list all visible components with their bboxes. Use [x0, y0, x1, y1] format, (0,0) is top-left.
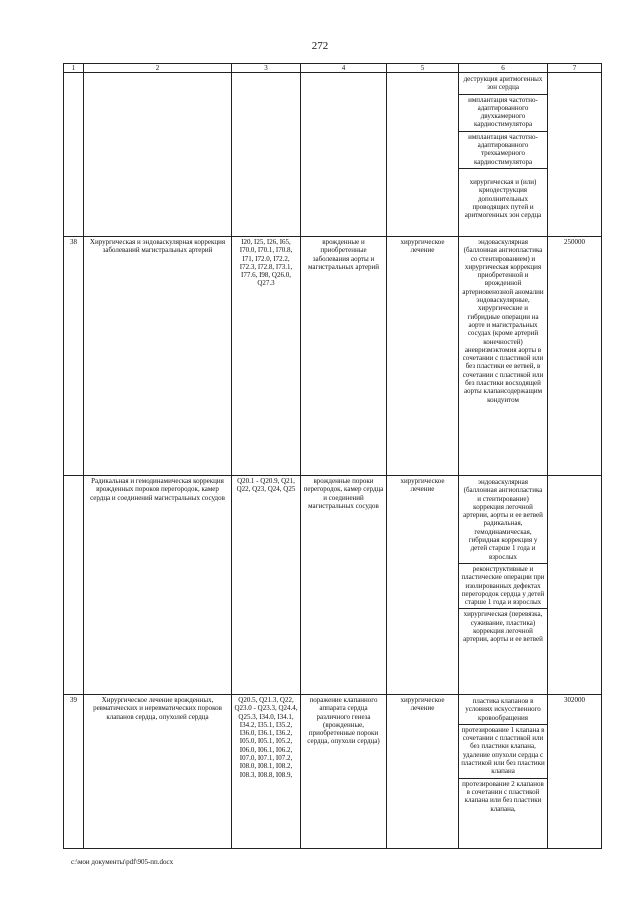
header-row [64, 64, 602, 73]
method-item: имплантация частотно-адаптированного трехкамерного кардиостимулятора [459, 132, 547, 169]
table-row [64, 476, 602, 695]
table-row [64, 237, 602, 476]
header-cell: 7 [548, 64, 602, 73]
cost-value: 302000 [548, 695, 602, 849]
method-item: эндоваскулярная (баллонная ангиопластика и стентирование) коррекция легочной артерии, аорты и ее ветвей радикальная, гемодинамическая, гибридная коррекция у детей старше 1 года и взрослых [459, 477, 547, 564]
table-row [64, 695, 602, 849]
row-number: 39 [64, 695, 84, 849]
method-item: реконструктивные и пластические операции при изолированных дефектах перегородок сердца у детей старше 1 года и взрослых [459, 564, 547, 609]
header-cell: 2 [84, 64, 232, 73]
header-cell: 6 [459, 64, 548, 73]
icd-codes: Q20.5, Q21.3, Q22, Q23.0 - Q23.3, Q24.4, Q25.3, I34.0, I34.1, I34.2, I35.1, I35.2, I36.0, I36.1, I36.2, I05.0, I05.1, I05.2, I06.0, I06.1, I06.2, I07.0, I07.1, I07.2, I08.0, I08.1, I08.2, I08.3, I08.8, I08.9, [232, 695, 301, 849]
treatment-type: хирургическое лечение [387, 237, 459, 476]
patient-model: врожденные пороки перегородок, камер сердца и соединений магистральных сосудов [301, 476, 387, 695]
icd-codes: Q20.1 - Q20.9, Q21, Q22, Q23, Q24, Q25 [232, 476, 301, 695]
cost-value: 250000 [548, 237, 602, 476]
header-cell: 1 [64, 64, 84, 73]
treatment-type: хирургическое лечение [387, 695, 459, 849]
method-cell [459, 476, 548, 695]
treatment-method: эндоваскулярная (баллонная ангиопластика со стентированием) и хирургическая коррекция приобретенной и врожденной артериовенозной аномалии эндоваскулярные, хирургические и гибридные операции на аорте и магистральных сосудах (кроме артерий конечностей) аневризмэктомия аорты в сочетании с пластикой или без пластики ее ветвей, в сочетании с пластикой или без пластики восходящей аорты клапансодержащим кондуитом [459, 237, 548, 476]
method-item: деструкция аритмогенных зон сердца [459, 74, 547, 95]
method-item: имплантация частотно-адаптированного двухкамерного кардиостимулятора [459, 95, 547, 132]
footer-file-path: c:\мои документы\pdf\905-пп.docx [71, 858, 174, 866]
method-item: хирургическая (перевязка, суживание, пластика) коррекция легочной артерии, аорты и ее ветвей [463, 610, 543, 644]
method-item: пластика клапанов в условиях искусственного кровообращения [459, 696, 547, 725]
method-item: хирургическая и (или) криодеструкция дополнительных проводящих путей и аритмогенных зон сердца [464, 177, 542, 220]
method-item: протезирование 2 клапанов в сочетании с пластикой клапана или без пластики клапана, [462, 779, 544, 813]
row-number: 38 [64, 237, 84, 476]
header-cell: 4 [301, 64, 387, 73]
method-cell [459, 73, 548, 237]
profile-name: Радикальная и гемодинамическая коррекция врожденных пороков перегородок, камер сердца и соединений магистральных сосудов [84, 476, 232, 695]
treatment-type: хирургическое лечение [387, 476, 459, 695]
patient-model: поражение клапанного аппарата сердца различного генеза (врожденные, приобретенные пороки сердца, опухоли сердца) [301, 695, 387, 849]
method-cell [459, 695, 548, 849]
icd-codes: I20, I25, I26, I65, I70.0, I70.1, I70.8, I71, I72.0, I72.2, I72.3, I72.8, I73.1, I77.6, I98, Q26.0, Q27.3 [232, 237, 301, 476]
treatment-table [63, 63, 602, 849]
profile-name: Хирургическое лечение врожденных, ревматических и неревматических пороков клапанов сердца, опухолей сердца [84, 695, 232, 849]
table-row [64, 73, 602, 237]
patient-model: врожденные и приобретенные заболевания аорты и магистральных артерий [301, 237, 387, 476]
header-cell: 5 [387, 64, 459, 73]
method-item: протезирование 1 клапана в сочетании с пластикой или без пластики клапана, удаление опухоли сердца с пластикой или без пластики клапана [459, 725, 547, 779]
page-number: 272 [311, 40, 329, 52]
profile-name: Хирургическая и эндоваскулярная коррекция заболеваний магистральных артерий [84, 237, 232, 476]
header-cell: 3 [232, 64, 301, 73]
